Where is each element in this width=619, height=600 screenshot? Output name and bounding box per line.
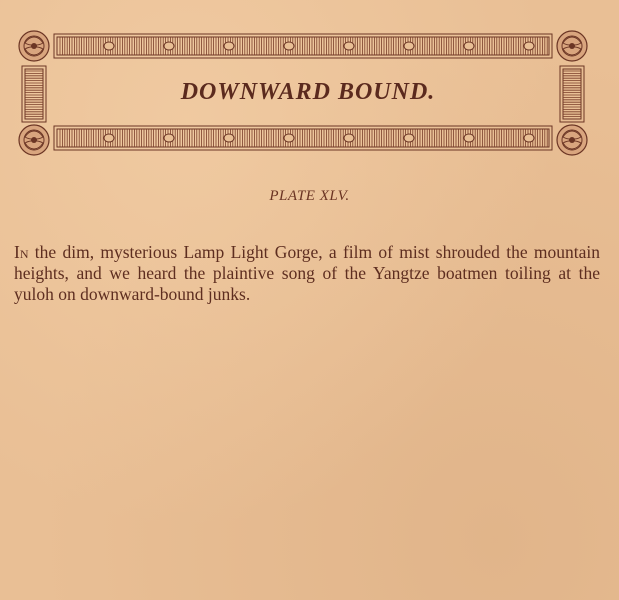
left-border-panel [22, 66, 46, 122]
caption-lead-word: In [14, 241, 29, 262]
corner-rosette-bottom-right [557, 125, 587, 155]
corner-rosette-bottom-left [19, 125, 49, 155]
plate-title: DOWNWARD BOUND. [180, 79, 436, 105]
right-border-panel [560, 66, 584, 122]
caption-body-text: the dim, mysterious Lamp Light Gorge, a film of mist shrouded the mountain heights, and we heard the plaintive song of the Yangtze boatmen toiling at the yuloh on downward-bound junks. [14, 241, 600, 304]
plate-number: PLATE XLV. [269, 188, 350, 204]
plate-caption [14, 242, 600, 305]
corner-rosette-top-left [19, 31, 49, 61]
corner-rosette-top-right [557, 31, 587, 61]
